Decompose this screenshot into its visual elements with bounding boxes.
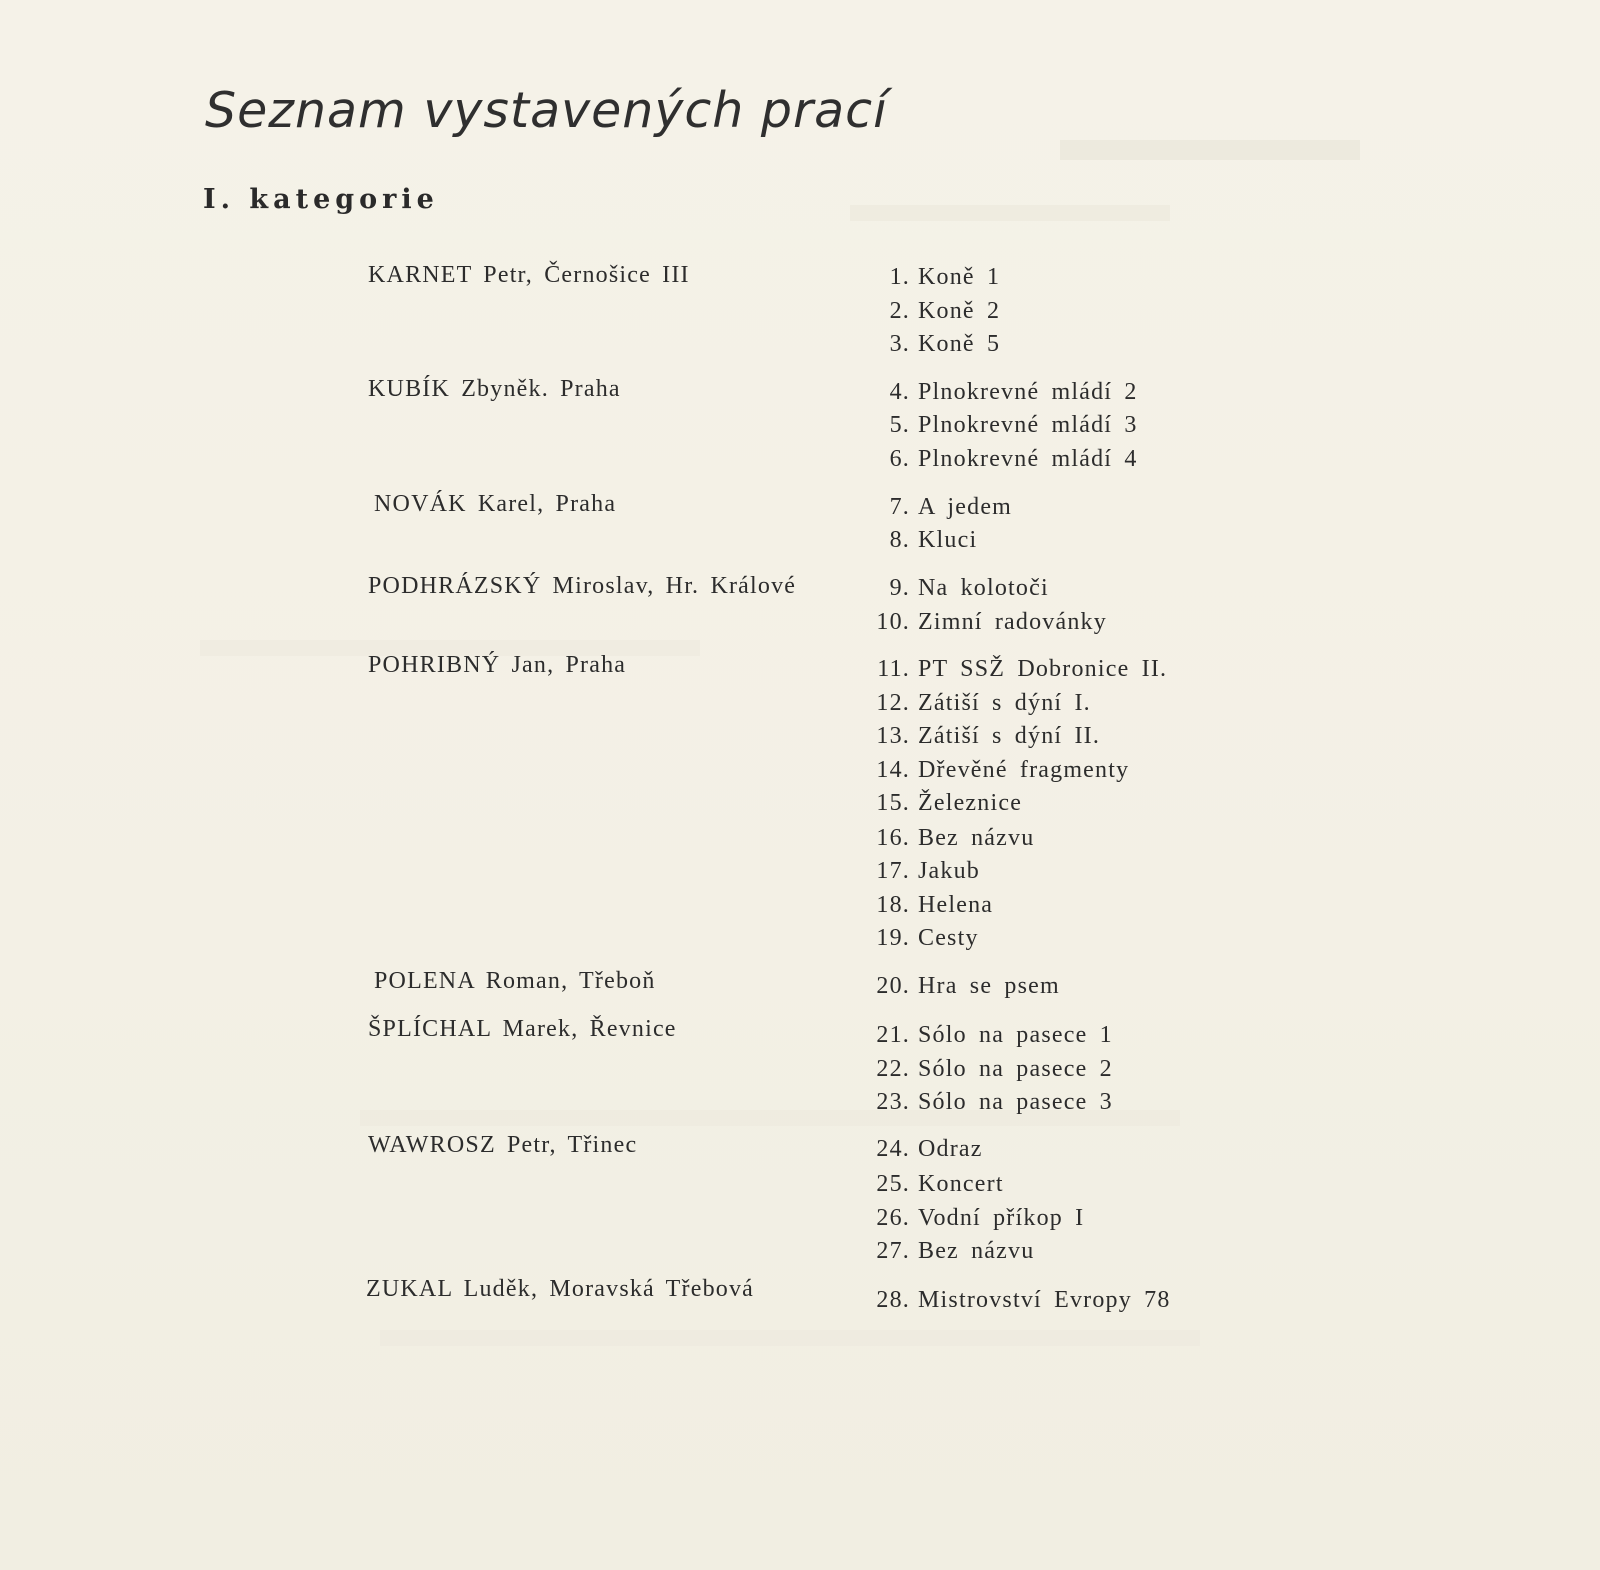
author-entry: ZUKAL Luděk, Moravská Třebová xyxy=(366,1276,755,1302)
author-entry: WAWROSZ Petr, Třinec xyxy=(368,1132,638,1158)
work-item: 14. Dřevěné fragmenty xyxy=(876,757,1130,783)
author-entry: POLENA Roman, Třeboň xyxy=(374,968,656,994)
work-item: 22. Sólo na pasece 2 xyxy=(876,1056,1113,1082)
work-item: 5. Plnokrevné mládí 3 xyxy=(889,412,1138,438)
bleed-through-shading xyxy=(1060,140,1360,160)
work-item: 18. Helena xyxy=(876,892,994,918)
work-item: 13. Zátiší s dýní II. xyxy=(876,723,1101,749)
author-entry: PODHRÁZSKÝ Miroslav, Hr. Králové xyxy=(368,573,797,599)
work-item: 1. Koně 1 xyxy=(889,264,1001,290)
work-item: 26. Vodní příkop I xyxy=(876,1205,1085,1231)
work-item: 6. Plnokrevné mládí 4 xyxy=(889,446,1138,472)
work-item: 8. Kluci xyxy=(889,527,978,553)
work-item: 23. Sólo na pasece 3 xyxy=(876,1089,1113,1115)
work-item: 3. Koně 5 xyxy=(889,331,1001,357)
work-item: 25. Koncert xyxy=(876,1171,1004,1197)
author-entry: POHRIBNÝ Jan, Praha xyxy=(368,652,627,678)
bleed-through-shading xyxy=(380,1330,1200,1346)
page-title: Seznam vystavených prací xyxy=(205,82,888,139)
work-item: 4. Plnokrevné mládí 2 xyxy=(889,379,1138,405)
work-item: 24. Odraz xyxy=(876,1136,983,1162)
work-item: 17. Jakub xyxy=(876,858,980,884)
author-entry: KUBÍK Zbyněk. Praha xyxy=(368,376,621,402)
work-item: 2. Koně 2 xyxy=(889,298,1001,324)
category-heading: I. kategorie xyxy=(203,184,439,215)
work-item: 27. Bez názvu xyxy=(876,1238,1035,1264)
work-item: 10. Zimní radovánky xyxy=(876,609,1107,635)
work-item: 19. Cesty xyxy=(876,925,979,951)
work-item: 20. Hra se psem xyxy=(876,973,1060,999)
work-item: 28. Mistrovství Evropy 78 xyxy=(876,1287,1171,1313)
work-item: 15. Železnice xyxy=(876,790,1023,816)
work-item: 12. Zátiší s dýní I. xyxy=(876,690,1091,716)
work-item: 11. PT SSŽ Dobronice II. xyxy=(877,656,1168,682)
work-item: 21. Sólo na pasece 1 xyxy=(876,1022,1113,1048)
work-item: 9. Na kolotoči xyxy=(889,575,1049,601)
work-item: 7. A jedem xyxy=(889,494,1013,520)
author-entry: ŠPLÍCHAL Marek, Řevnice xyxy=(368,1016,677,1042)
bleed-through-shading xyxy=(850,205,1170,221)
author-entry: KARNET Petr, Černošice III xyxy=(368,262,690,288)
author-entry: NOVÁK Karel, Praha xyxy=(374,491,617,517)
work-item: 16. Bez názvu xyxy=(876,825,1035,851)
